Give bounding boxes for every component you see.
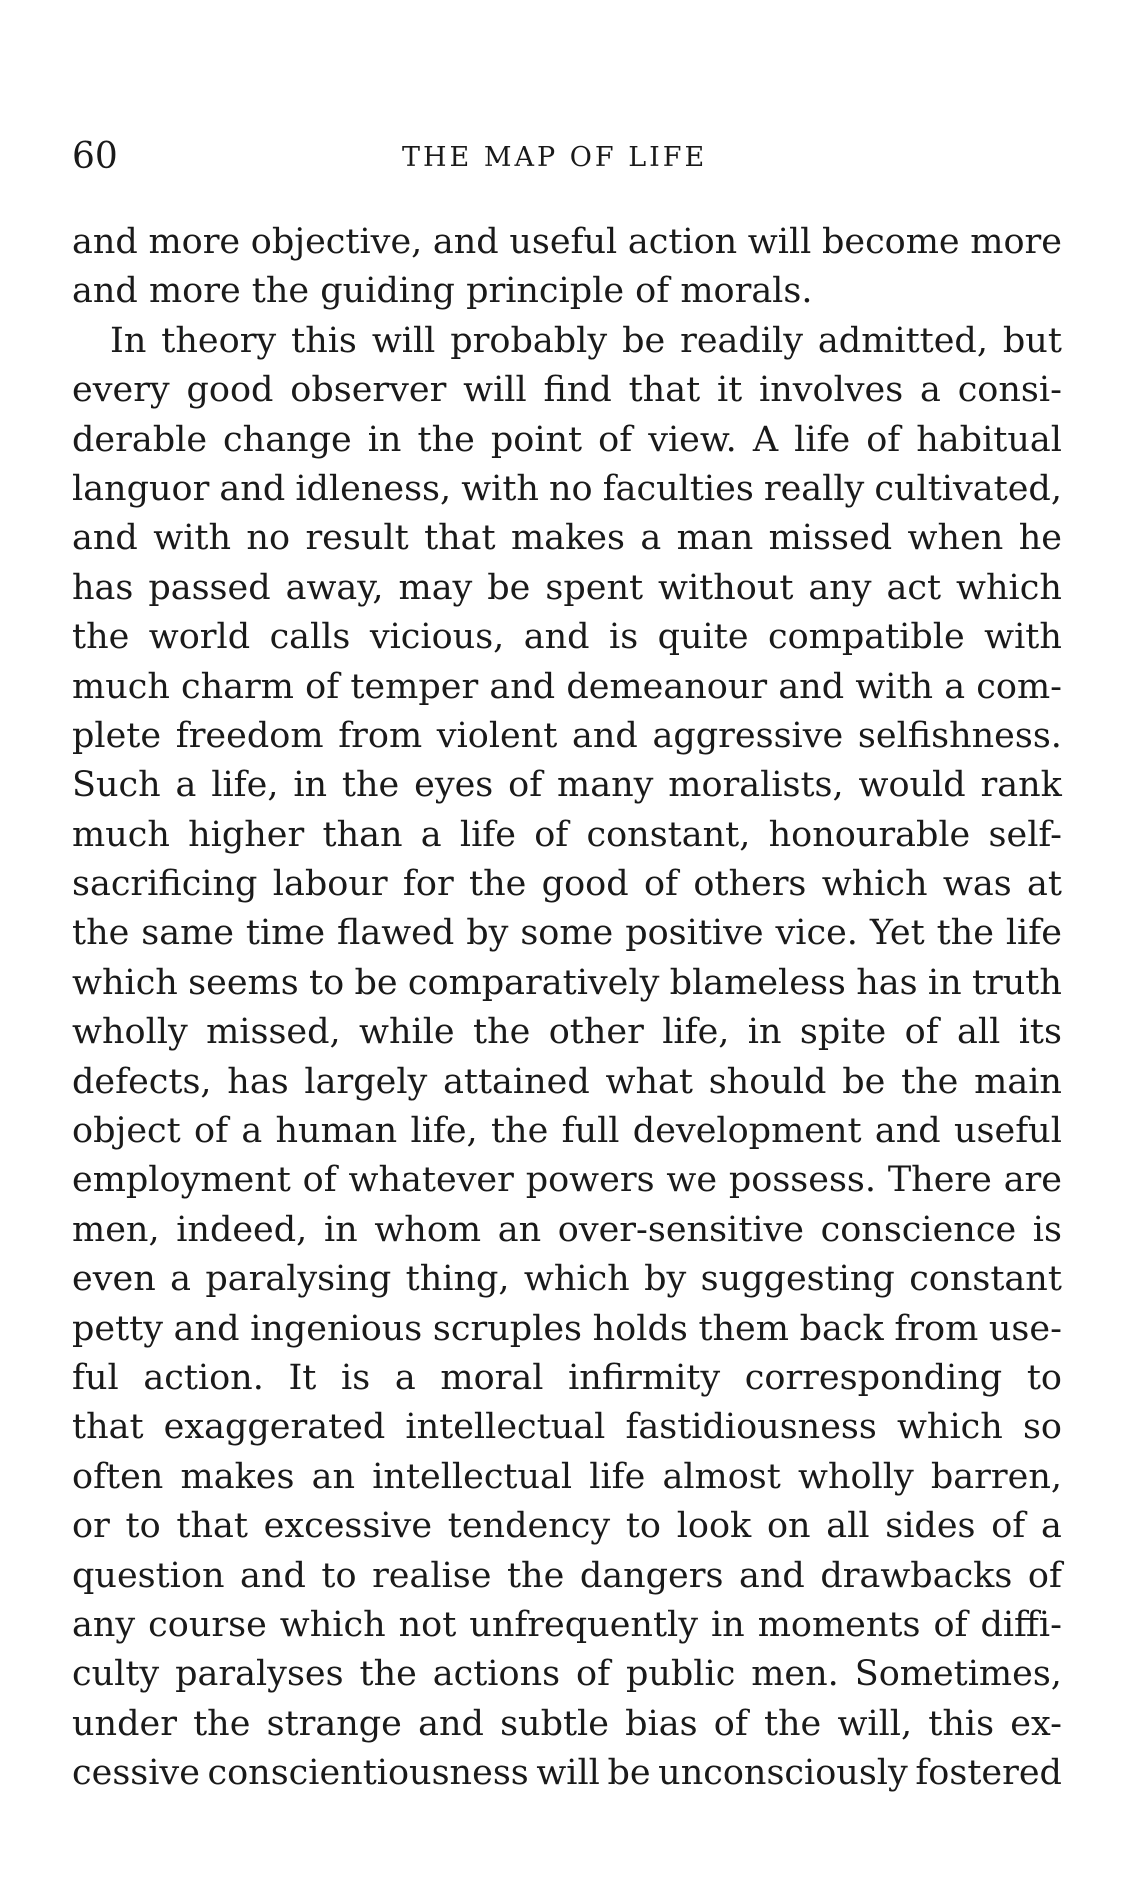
text-line: any course which not unfrequently in moments of diffi- <box>72 1604 1062 1645</box>
text-line: ful action. It is a moral infirmity corresponding to <box>72 1357 1062 1398</box>
text-line: wholly missed, while the other life, in spite of all its <box>72 1012 1062 1053</box>
text-line: employment of whatever powers we possess. There are <box>72 1160 1062 1201</box>
text-line: derable change in the point of view. A life of habitual <box>72 419 1062 460</box>
text-line: much higher than a life of constant, honourable self- <box>72 814 1062 855</box>
text-line: object of a human life, the full development and useful <box>72 1111 1062 1152</box>
running-head <box>72 132 1062 182</box>
text-line: question and to realise the dangers and drawbacks of <box>72 1555 1062 1596</box>
text-line: or to that excessive tendency to look on all sides of a <box>72 1506 1062 1547</box>
text-line: has passed away, may be spent without any act which <box>72 567 1062 608</box>
text-line: and more the guiding principle of morals. <box>72 271 813 312</box>
text-line: defects, has largely attained what should be the main <box>72 1061 1062 1102</box>
text-line: languor and idleness, with no faculties really cultivated, <box>72 468 1062 509</box>
page-number: 60 <box>72 136 118 177</box>
text-line: under the strange and subtle bias of the will, this ex- <box>72 1703 1062 1744</box>
text-line: even a paralysing thing, which by suggesting constant <box>72 1259 1062 1300</box>
body-text <box>72 218 1062 1799</box>
text-line: the same time flawed by some positive vice. Yet the life <box>72 913 1062 954</box>
text-line: every good observer will find that it involves a consi- <box>72 370 1062 411</box>
text-line: much charm of temper and demeanour and with a com- <box>72 666 1062 707</box>
running-title: THE MAP OF LIFE <box>402 142 708 173</box>
text-line: and with no result that makes a man missed when he <box>72 518 1062 559</box>
text-line: often makes an intellectual life almost wholly barren, <box>72 1456 1062 1497</box>
text-line: and more objective, and useful action will become more <box>72 222 1062 262</box>
text-line: culty paralyses the actions of public men. Sometimes, <box>72 1654 1062 1695</box>
text-line: plete freedom from violent and aggressive selfishness. <box>72 715 1062 756</box>
text-line: sacrificing labour for the good of others which was at <box>72 864 1062 905</box>
text-line: which seems to be comparatively blameless has in truth <box>72 962 1062 1003</box>
text-line: men, indeed, in whom an over-sensitive conscience is <box>72 1209 1062 1250</box>
text-line: that exaggerated intellectual fastidiousness which so <box>72 1407 1062 1448</box>
text-line: In theory this will probably be readily admitted, but <box>110 320 1062 361</box>
text-line: cessive conscientiousness will be unconsciously fostered <box>72 1753 1062 1794</box>
text-line: petty and ingenious scruples holds them back from use- <box>72 1308 1062 1349</box>
text-line: Such a life, in the eyes of many moralists, would rank <box>72 765 1062 806</box>
text-line: the world calls vicious, and is quite compatible with <box>72 617 1062 658</box>
